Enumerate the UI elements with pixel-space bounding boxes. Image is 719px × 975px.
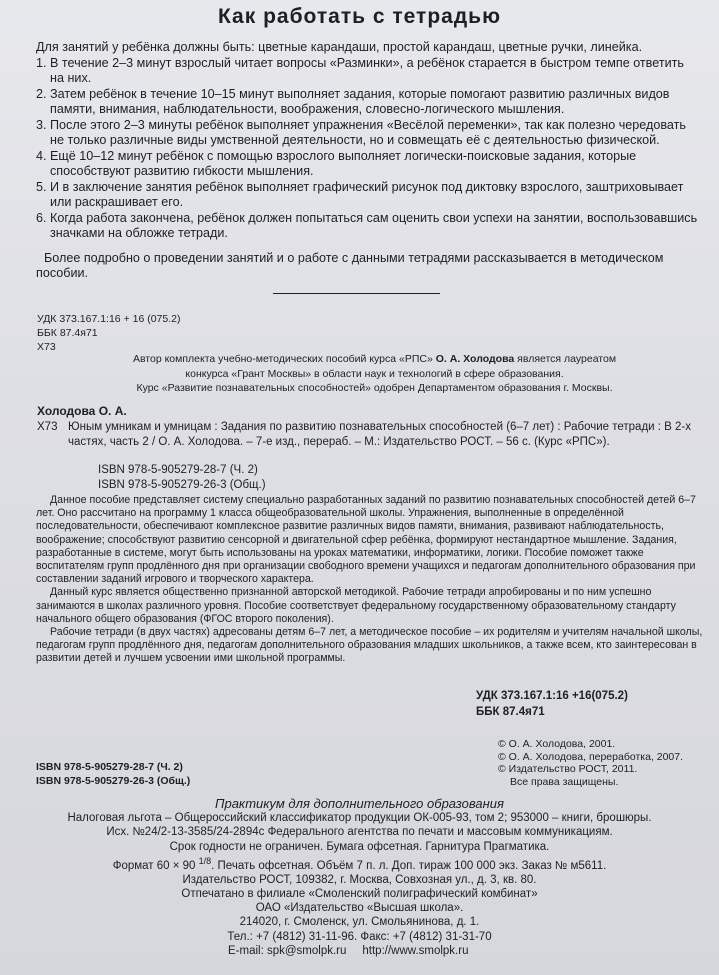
isbn-line: ISBN 978-5-905279-26-3 (Общ.) <box>36 775 191 787</box>
abstract-paragraph: Рабочие тетради (в двух частях) адресованы детям 6–7 лет, а методическое пособие – их родителям и учителям начальной школы, педагогам групп продлённого дня, педагогам дополнительного образования младших школьников, а также всем, кто заинтересован в развитии детей и лучшем усвоении ими школьной программы. <box>36 626 703 665</box>
tax-line: Налоговая льгота – Общероссийский классификатор продукции ОК-005-93, том 2; 953000 – книги, брошюры. <box>67 812 652 825</box>
isbn-line: ISBN 978-5-905279-28-7 (Ч. 2) <box>36 761 183 773</box>
udk-code-bold: УДК 373.167.1:16 +16(075.2) <box>476 690 628 702</box>
catalog-codes <box>37 312 180 354</box>
list-item <box>36 180 701 209</box>
bbk-code: ББК 87.4я71 <box>37 327 98 339</box>
isbn-part: ISBN 978-5-905279-28-7 (Ч. 2) <box>98 464 258 476</box>
abstract <box>36 494 705 666</box>
format-pre: Формат 60 × 90 <box>112 859 199 872</box>
bib-isbn <box>98 463 266 492</box>
website-text: http://www.smolpk.ru <box>362 944 469 957</box>
isbn-block <box>36 760 190 788</box>
page-title: Как работать с тетрадью <box>217 5 502 28</box>
section-divider <box>273 293 440 294</box>
address-line: 214020, г. Смоленск, ул. Смольянинова, д. 1. <box>239 916 480 929</box>
format-line <box>0 854 719 873</box>
step-text: И в заключение занятия ребёнок выполняет графический рисунок под диктовку взрослого, заштриховывает или раскрашивает его. <box>50 180 684 209</box>
author-note <box>60 352 689 396</box>
step-number: 2. <box>36 87 47 101</box>
printed-line: Отпечатано в филиале «Смоленский полиграфический комбинат» <box>181 888 538 901</box>
author-note-line3: Курс «Развитие познавательных способностей» одобрен Департаментом образования г. Москвы. <box>136 382 613 394</box>
author-note-pre: Автор комплекта учебно-методических пособий курса «РПС» <box>132 353 436 365</box>
email-text: E-mail: spk@smolpk.ru <box>228 944 347 957</box>
step-text: Когда работа закончена, ребёнок должен попытаться сам оценить свои успехи на занятии, воспользовавшись значками на обложке тетради. <box>50 211 698 240</box>
step-text: После этого 2–3 минуты ребёнок выполняет упражнения «Весёлой переменки», так как полезно чередовать не только различные виды умственной деятельности, но и совмещать её с деятельностью физической. <box>50 118 686 147</box>
catalog-codes-bold <box>476 688 628 720</box>
company-line: ОАО «Издательство «Высшая школа». <box>255 902 464 915</box>
copyright-line: © О. А. Холодова, переработка, 2007. <box>498 750 684 763</box>
step-text: Ещё 10–12 минут ребёнок с помощью взрослого выполняет логически-поисковые задания, которые способствуют развитию гибкости мышления. <box>50 149 637 178</box>
imprint <box>0 797 719 958</box>
abstract-paragraph: Данный курс является общественно признанной авторской методикой. Рабочие тетради апробированы и по ним успешно занимаются в школах различного уровня. Пособие соответствует федеральному государственному образовательному стандарту начального общего образования (ФГОС второго поколения). <box>36 586 676 625</box>
publisher-line: Издательство РОСТ, 109382, г. Москва, Совхозная ул., д. 3, кв. 80. <box>182 873 537 886</box>
list-item <box>36 118 701 147</box>
format-post: . Печать офсетная. Объём 7 п. л. Доп. тираж 100 000 экз. Заказ № м5611. <box>211 859 607 872</box>
abstract-paragraph: Данное пособие представляет систему специально разработанных заданий по развитию познавательных способностей детей 6–7 лет. Оно рассчитано на программу 1 класса общеобразовательной школы. Упражнения, выполненные в определённой последовательности, обеспечивают комплексное развитие различных видов памяти, внимания, развивают наблюдательность, воображение; способствуют развитию сенсорной и двигательной сфер ребёнка, формируют нестандартное мышление. Задания, разработанные в системе, могут быть использованы на уроках математики, информатики, логики. Пособие поможет также воспитателям групп продлённого дня при организации свободного времени учащихся и педагогам дополнительного образования при составлении заданий игрового и творческого характера. <box>36 494 696 586</box>
bib-description: Юным умникам и умницам : Задания по развитию познавательных способностей (6–7 лет) : Рабочие тетради : В 2-х частях, часть 2 / О. А. Холодова. – 7-е изд., перераб. – М.: Издательство РОСТ. – 56 с. (Курс «РПС»). <box>68 421 691 448</box>
copyright-block <box>498 738 683 788</box>
list-item <box>36 211 701 240</box>
step-number: 1. <box>36 56 47 70</box>
instruction-steps <box>36 56 701 242</box>
bib-author: Холодова О. А. <box>37 404 127 418</box>
isbn-general: ISBN 978-5-905279-26-3 (Общ.) <box>98 478 266 491</box>
paper-line: Срок годности не ограничен. Бумага офсетная. Гарнитура Прагматика. <box>169 840 550 853</box>
list-item <box>36 56 701 85</box>
step-text: Затем ребёнок в течение 10–15 минут выполняет задания, которые помогают развитию различных видов памяти, внимания, наблюдательности, воображения, словесно-логического мышления. <box>50 87 670 116</box>
step-text: В течение 2–3 минут взрослый читает вопросы «Разминки», а ребёнок старается в быстром темпе ответить на них. <box>50 56 684 85</box>
copyright-line: © Издательство РОСТ, 2011. <box>498 763 638 775</box>
copyright-line: © О. А. Холодова, 2001. <box>498 738 616 750</box>
step-number: 4. <box>36 149 47 163</box>
phones-line: Тел.: +7 (4812) 31-11-96. Факс: +7 (4812) 31-31-70 <box>227 930 492 943</box>
certificate-line: Исх. №24/2-13-3585/24-2894с Федерального агентства по печати и массовым коммуникациям. <box>106 826 613 839</box>
list-item <box>36 149 701 178</box>
closing-text: Более подробно о проведении занятий и о работе с данными тетрадями рассказывается в методическом пособии. <box>36 251 664 280</box>
udk-code: УДК 373.167.1:16 + 16 (075.2) <box>37 313 181 325</box>
author-note-post: является лауреатом <box>514 353 617 365</box>
bib-code: Х73 <box>37 421 58 433</box>
step-number: 5. <box>36 180 47 194</box>
step-number: 3. <box>36 118 47 132</box>
intro-text: Для занятий у ребёнка должны быть: цветные карандаши, простой карандаш, цветные ручки, линейка. <box>36 40 643 54</box>
author-note-line2: конкурса «Грант Москвы» в области наук и технологий в сфере образования. <box>185 367 564 380</box>
step-number: 6. <box>36 211 47 225</box>
list-item <box>36 87 701 116</box>
series-title: Практикум для дополнительного образования <box>215 796 504 811</box>
author-mark: Х73 <box>37 341 56 353</box>
contact-line <box>0 944 719 958</box>
author-name: О. А. Холодова <box>435 353 515 365</box>
format-fraction: 1/8 <box>198 855 212 866</box>
rights-reserved: Все права защищены. <box>510 775 619 788</box>
bbk-code-bold: ББК 87.4я71 <box>476 706 545 718</box>
